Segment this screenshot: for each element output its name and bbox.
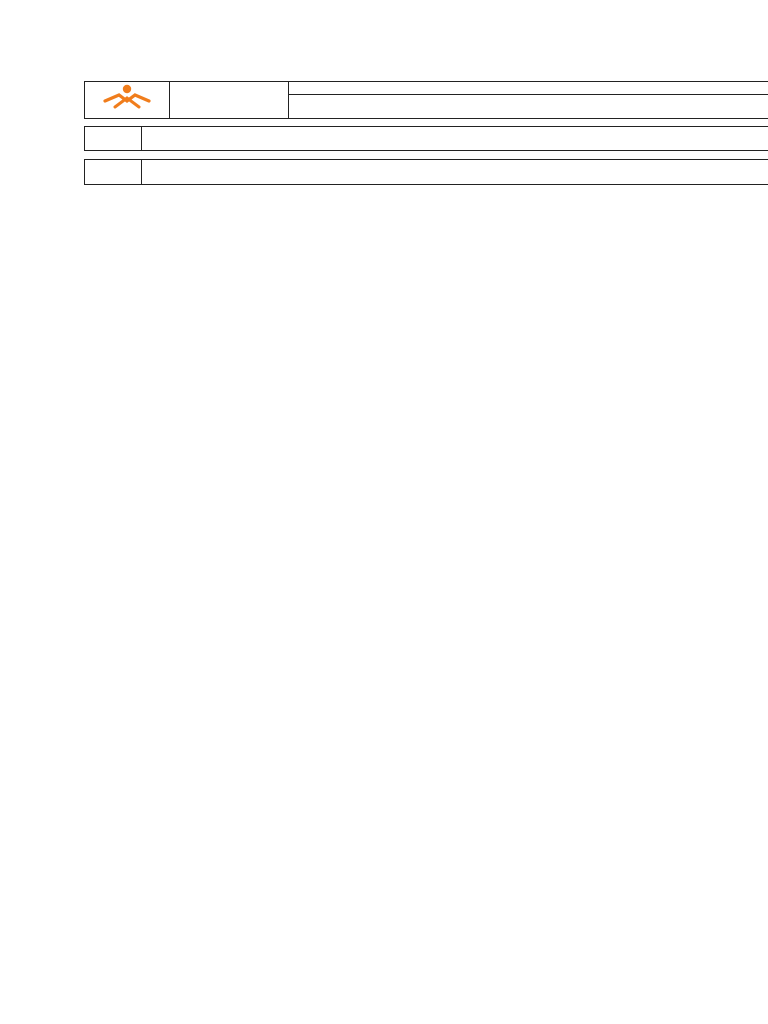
metodologia-label-cell [84, 159, 142, 185]
objetivo-block [84, 126, 768, 151]
header-block [84, 81, 768, 119]
logo-cell [84, 81, 170, 119]
metodologia-block [84, 159, 768, 185]
objetivo-label-cell [84, 126, 142, 151]
header-divider-v [288, 81, 289, 119]
header-divider-h [288, 94, 768, 95]
sena-logo [97, 83, 157, 117]
